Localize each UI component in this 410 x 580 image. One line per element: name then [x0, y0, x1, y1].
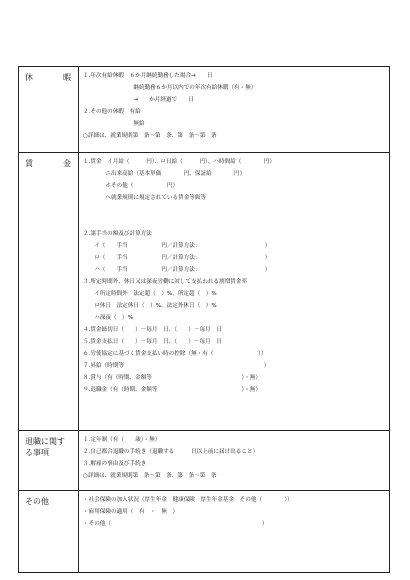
- allowances-title: ２.諸手当の額及び計算方法: [83, 231, 152, 237]
- wages-row: [19, 153, 390, 431]
- leave-detail-reference: ○詳細は、就業規則第 条～第 条、第 条～第 条: [83, 133, 217, 139]
- employment-insurance-line: ・雇用保険の適用（ 有 ・ 無 ）: [83, 509, 179, 515]
- leave-line: 継続勤務６か月以内での年次有給休暇（有・無）: [83, 85, 257, 91]
- social-insurance-line: ・社会保険の加入状況（厚生年金 健康保険 厚生年金基金 その他（ ））: [83, 497, 293, 503]
- wages-heading-char-1: 賃: [25, 159, 33, 168]
- wages-content: [79, 153, 390, 431]
- premium-rate-title: ３.所定時間外、休日又は深夜労働に対して支払われる割増賃金率: [83, 279, 247, 285]
- premium-rate-line: イ所定時間外 法定超（ ）%、所定超（ ）%: [83, 291, 217, 297]
- leave-heading-char-1: 休: [25, 73, 33, 82]
- other-heading-text: その他: [25, 497, 49, 506]
- other-heading: [19, 491, 79, 573]
- wage-type-line: へ就業規則に規定されている賃金等級等: [83, 195, 207, 201]
- wage-type-line: １.賃金 イ月給（ 円）、ロ日給（ 円）、ハ時間給（ 円）: [83, 159, 275, 165]
- leave-line: → か月経過で 日: [83, 97, 194, 103]
- voluntary-resignation-line: ２.自己都合退職の手続き（退職する 日以上前に届け出ること）: [83, 449, 259, 455]
- leave-line: １.年次有給休暇 ６か月継続勤務した場合→ 日: [83, 73, 213, 79]
- retirement-heading: [19, 431, 79, 491]
- blank-space: [83, 204, 386, 216]
- other-row: [19, 491, 390, 573]
- wages-heading: [19, 153, 79, 431]
- allowance-line: ハ（ 手当 円／計算方法： ）: [83, 267, 271, 273]
- allowance-line: イ（ 手当 円／計算方法： ）: [83, 243, 271, 249]
- wage-type-line: ホその他（ 円）: [83, 183, 179, 189]
- retirement-heading-line-1: 退職に関す: [25, 437, 65, 446]
- labor-conditions-form: [18, 66, 390, 573]
- leave-heading-char-2: 暇: [63, 73, 71, 82]
- retirement-row: [19, 431, 390, 491]
- premium-rate-line: ロ休日 法定休日（ ）%、法定外休日（ ）%: [83, 303, 217, 309]
- leave-heading: [19, 67, 79, 153]
- bonus-line: ８.賞与（有（時期、金額等 ）・無）: [83, 375, 261, 381]
- other-content: [79, 491, 390, 573]
- wages-heading-char-2: 金: [63, 159, 71, 168]
- retirement-heading-line-2: る事項: [25, 448, 49, 457]
- raise-line: ７.昇給（時期等 ）: [83, 363, 270, 369]
- other-line: ・その他（ ）: [83, 521, 268, 527]
- wage-type-line: ニ出来高給（基本単価 円、保証給 円）: [83, 171, 246, 177]
- premium-rate-line: ハ深夜（ ）%: [83, 315, 134, 321]
- retirement-age-line: １.定年制（有（ 歳）・無）: [83, 437, 161, 443]
- severance-line: ９.退職金（有（時期、金額等 ）・無）: [83, 387, 261, 393]
- retirement-detail-reference: ○詳細は、就業規則第 条～第 条、第 条～第 条: [83, 473, 217, 479]
- leave-row: [19, 67, 390, 153]
- closing-date-line: ４.賃金締切日（ ）－毎月 日、（ ）－毎月 日: [83, 327, 222, 333]
- deduction-line: ６.労使協定に基づく賃金支払い時の控除（無・有（ ））: [83, 351, 267, 357]
- leave-line: 無給: [83, 121, 145, 127]
- payment-date-line: ５.賃金支払日（ ）－毎月 日、（ ）－毎月 日: [83, 339, 222, 345]
- leave-content: [79, 67, 390, 153]
- blank-space: [83, 216, 386, 228]
- allowance-line: ロ（ 手当 円／計算方法： ）: [83, 255, 271, 261]
- dismissal-line: ３.解雇の事由及び手続き: [83, 461, 147, 467]
- leave-line: ２.その他の休暇 有給: [83, 109, 141, 115]
- retirement-content: [79, 431, 390, 491]
